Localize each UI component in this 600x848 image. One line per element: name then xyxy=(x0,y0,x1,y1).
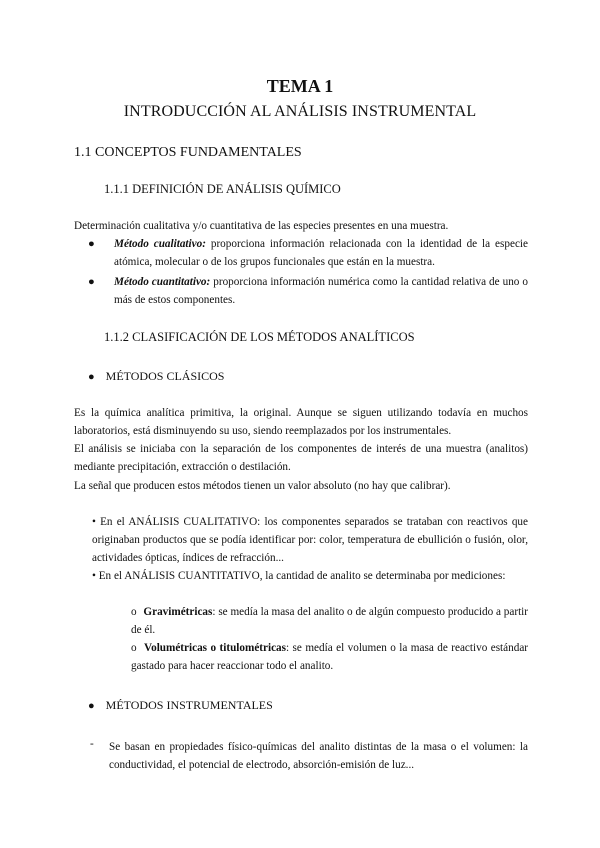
term-description: proporciona información relacionada con la identidad de la especie atómica, molecular o de los grupos funcionales que están en la muestra. xyxy=(114,238,528,268)
methods-instrumental-label: MÉTODOS INSTRUMENTALES xyxy=(105,698,273,712)
list-item-volumetric xyxy=(131,639,528,675)
term-label: Volumétricas o titulométricas xyxy=(144,642,286,654)
term-description: proporciona información numérica como la cantidad relativa de uno o más de estos componentes. xyxy=(114,276,528,306)
term-label: Método cualitativo: xyxy=(114,238,206,250)
dash-marker: - xyxy=(90,738,94,750)
classic-paragraph-2: El análisis se iniciaba con la separación de los componentes de interés de una muestra (analitos) mediante precipitación, extracción o destilación. xyxy=(74,443,528,473)
term-description: : se medía la masa del analito o de algún compuesto producido a partir de él. xyxy=(131,606,529,636)
list-item-text xyxy=(88,273,528,309)
quantitative-analysis-paragraph: • En el ANÁLISIS CUANTITATIVO, la cantidad de analito se determinaba por mediciones: xyxy=(92,570,506,582)
term-label: Gravimétricas xyxy=(143,606,213,618)
subsection-heading-1: 1.1.1 DEFINICIÓN DE ANÁLISIS QUÍMICO xyxy=(104,182,341,196)
term-description: : se medía el volumen o la masa de reactivo estándar gastado para hacer reaccionar todo el analito. xyxy=(131,642,529,672)
bullet-icon: ● xyxy=(88,238,95,250)
definition-paragraph: Determinación cualitativa y/o cuantitativa de las especies presentes en una muestra. xyxy=(74,220,449,232)
qualitative-analysis-paragraph: • En el ANÁLISIS CUALITATIVO: los componentes separados se trataban con reactivos que originaban productos que se podía identificar por: color, temperatura de ebullición o fusión, olor, actividades ópticas, índices de refracción... xyxy=(92,516,528,564)
methods-classic-heading xyxy=(88,369,224,384)
document-title: TEMA 1 xyxy=(266,76,334,96)
bullet-icon: ● xyxy=(88,371,95,383)
subsection-heading-2: 1.1.2 CLASIFICACIÓN DE LOS MÉTODOS ANALÍTICOS xyxy=(104,330,415,344)
list-item-gravimetric xyxy=(131,603,528,639)
sub-bullet-icon: o xyxy=(131,606,137,618)
list-item-text xyxy=(88,235,528,271)
term-label: Método cuantitativo: xyxy=(114,276,211,288)
classic-paragraph-3: La señal que producen estos métodos tienen un valor absoluto (no hay que calibrar). xyxy=(74,480,451,492)
document-subtitle: INTRODUCCIÓN AL ANÁLISIS INSTRUMENTAL xyxy=(123,103,477,120)
bullet-icon: ● xyxy=(88,700,95,712)
bullet-icon: ● xyxy=(88,276,95,288)
instrumental-paragraph: Se basan en propiedades físico-químicas del analito distintas de la masa o el volumen: la conductividad, el potencial de electrodo, absorción-emisión de luz... xyxy=(109,741,528,771)
list-item-qualitative xyxy=(88,235,528,271)
methods-instrumental-heading xyxy=(88,698,273,713)
methods-classic-label: MÉTODOS CLÁSICOS xyxy=(105,369,225,383)
section-heading: 1.1 CONCEPTOS FUNDAMENTALES xyxy=(74,145,302,160)
classic-paragraph-1: Es la química analítica primitiva, la original. Aunque se siguen utilizando todavía en muchos laboratorios, está disminuyendo su uso, siendo reemplazados por los instrumentales. xyxy=(74,407,528,437)
list-item-quantitative xyxy=(88,273,528,309)
sub-bullet-icon: o xyxy=(131,642,137,654)
